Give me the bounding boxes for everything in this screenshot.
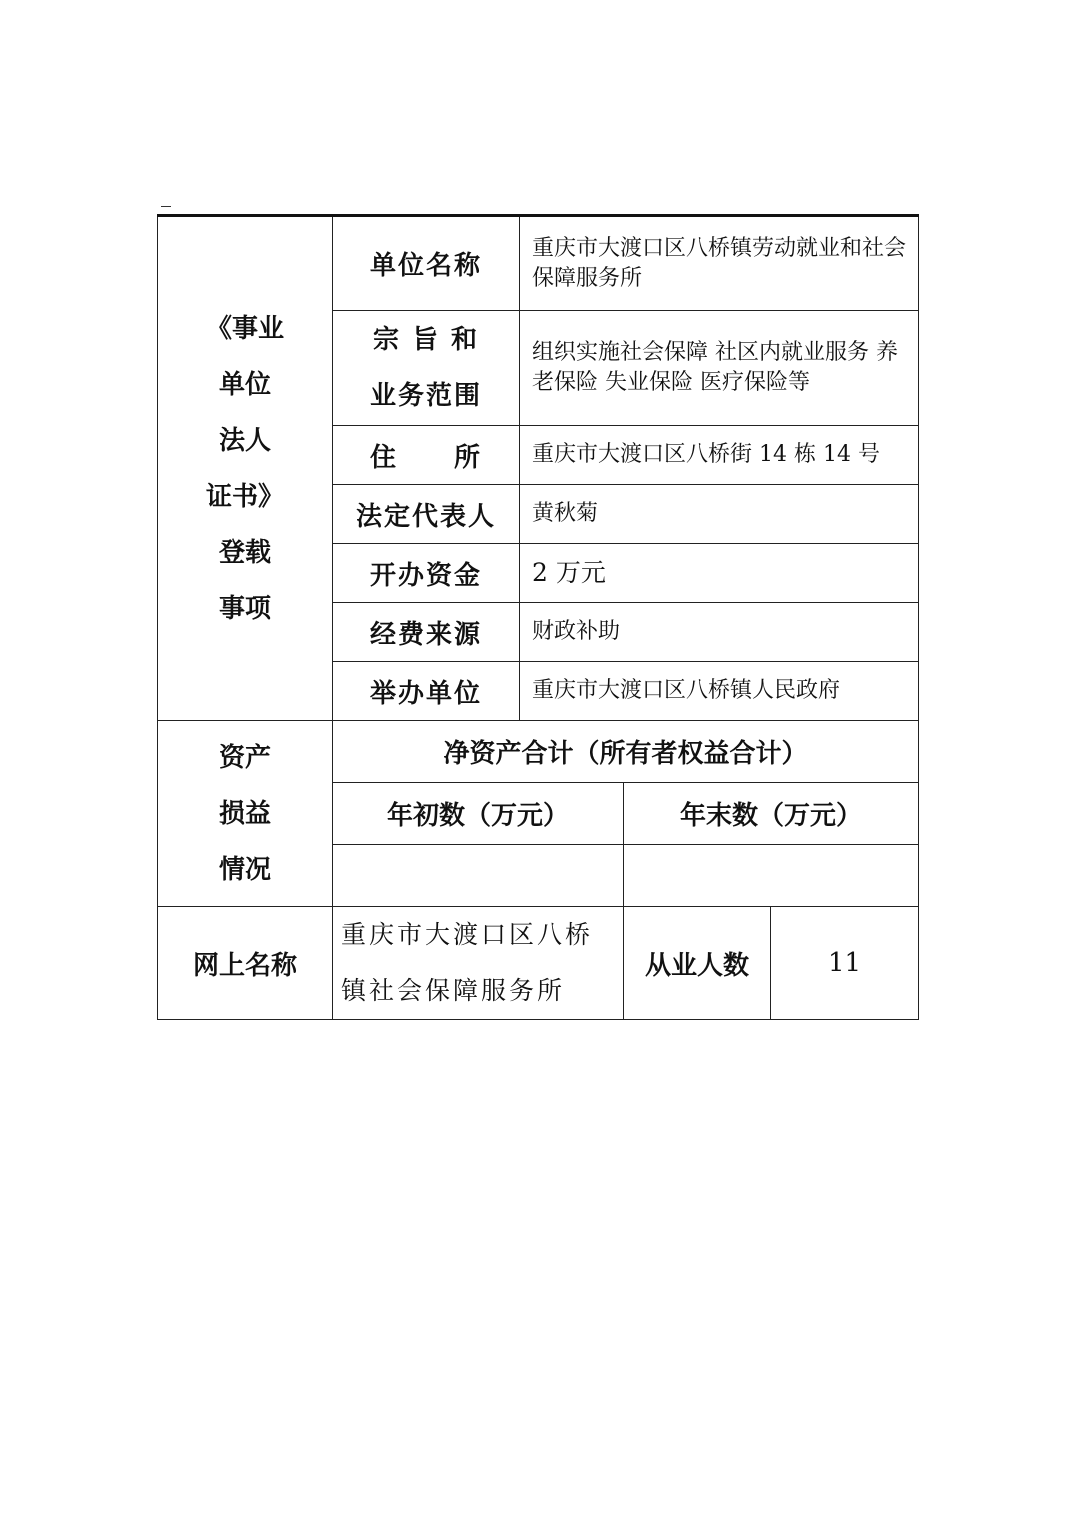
end-value-cell (624, 845, 919, 907)
col-begin-header: 年初数（万元） (333, 783, 624, 845)
label-staff-count: 从业人数 (624, 907, 771, 1020)
section-heading-assets (158, 721, 333, 907)
label-capital: 开办资金 (333, 544, 520, 603)
label-sponsor: 举办单位 (333, 662, 520, 721)
label-online-name: 网上名称 (158, 907, 333, 1020)
heading-line: 损益 (218, 798, 271, 829)
heading-line: 证书》 (205, 481, 284, 512)
heading-line: 《事业 (205, 313, 284, 344)
heading-line: 单位 (218, 369, 271, 400)
label-funding: 经费来源 (333, 603, 520, 662)
registration-table (157, 214, 919, 1020)
label-purpose-scope (333, 311, 520, 426)
label-legal-rep: 法定代表人 (333, 485, 520, 544)
value-funding: 财政补助 (520, 603, 919, 662)
begin-value-cell (333, 845, 624, 907)
section-heading-certificate (158, 216, 333, 721)
page-mark (161, 206, 171, 207)
value-unit-name: 重庆市大渡口区八桥镇劳动就业和社会保障服务所 (520, 216, 919, 311)
heading-line: 事项 (218, 593, 271, 624)
heading-line: 情况 (218, 854, 271, 885)
label-address: 住 所 (333, 426, 520, 485)
value-online-name: 重庆市大渡口区八桥镇社会保障服务所 (333, 907, 624, 1020)
value-purpose-scope: 组织实施社会保障 社区内就业服务 养老保险 失业保险 医疗保险等 (520, 311, 919, 426)
label-line: 业务范围 (369, 381, 482, 411)
heading-line: 资产 (218, 742, 271, 773)
col-end-header: 年末数（万元） (624, 783, 919, 845)
heading-line: 登载 (218, 537, 271, 568)
label-unit-name: 单位名称 (333, 216, 520, 311)
value-staff-count: 11 (771, 907, 919, 1020)
label-line: 宗 旨 和 (372, 325, 480, 355)
value-address: 重庆市大渡口区八桥街 14 栋 14 号 (520, 426, 919, 485)
value-sponsor: 重庆市大渡口区八桥镇人民政府 (520, 662, 919, 721)
net-assets-title: 净资产合计（所有者权益合计） (333, 721, 919, 783)
value-capital: 2 万元 (520, 544, 919, 603)
heading-line: 法人 (218, 425, 271, 456)
value-legal-rep: 黄秋菊 (520, 485, 919, 544)
